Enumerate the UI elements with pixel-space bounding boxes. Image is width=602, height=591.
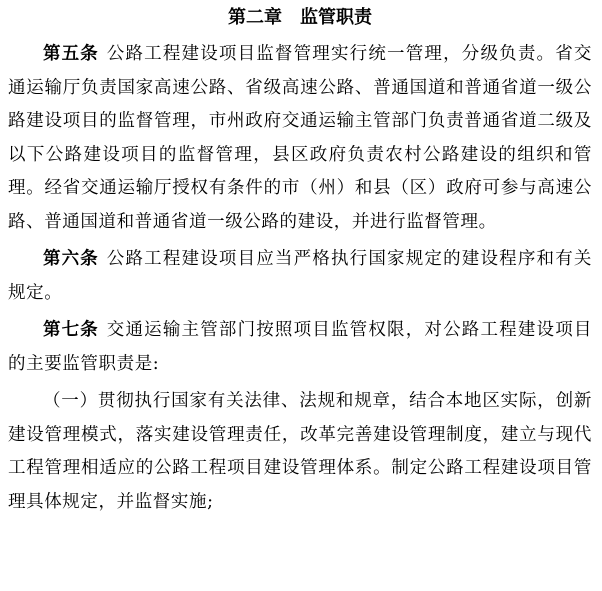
article-5-label: 第五条: [43, 44, 99, 64]
article-5-text: 公路工程建设项目监督管理实行统一管理，分级负责。省交通运输厅负责国家高速公路、省级高速公路、普通国道和普通省道一级公路建设项目的监督管理，市州政府交通运输主管部门负责普通省道二级及以下公路建设项目的监督管理，县区政府负责农村公路建设的组织和管理。经省交通运输厅授权有条件的市（州）和县（区）政府可参与高速公路、普通国道和普通省道一级公路的建设，并进行监督管理。: [8, 44, 592, 232]
article-7-item-1: （一）贯彻执行国家有关法律、法规和规章，结合本地区实际，创新建设管理模式，落实建设管理责任，改革完善建设管理制度，建立与现代工程管理相适应的公路工程项目建设管理体系。制定公路工程建设项目管理具体规定，并监督实施;: [8, 391, 592, 512]
article-6-label: 第六条: [43, 249, 99, 269]
article-7-label: 第七条: [43, 320, 99, 340]
article-6-text: 公路工程建设项目应当严格执行国家规定的建设程序和有关规定。: [8, 249, 592, 303]
article-7: [8, 314, 592, 381]
article-5: [8, 38, 592, 239]
article-6: [8, 243, 592, 310]
chapter-title: 第二章 监管职责: [228, 7, 372, 28]
article-7-text: 交通运输主管部门按照项目监管权限，对公路工程建设项目的主要监管职责是:: [8, 320, 592, 374]
